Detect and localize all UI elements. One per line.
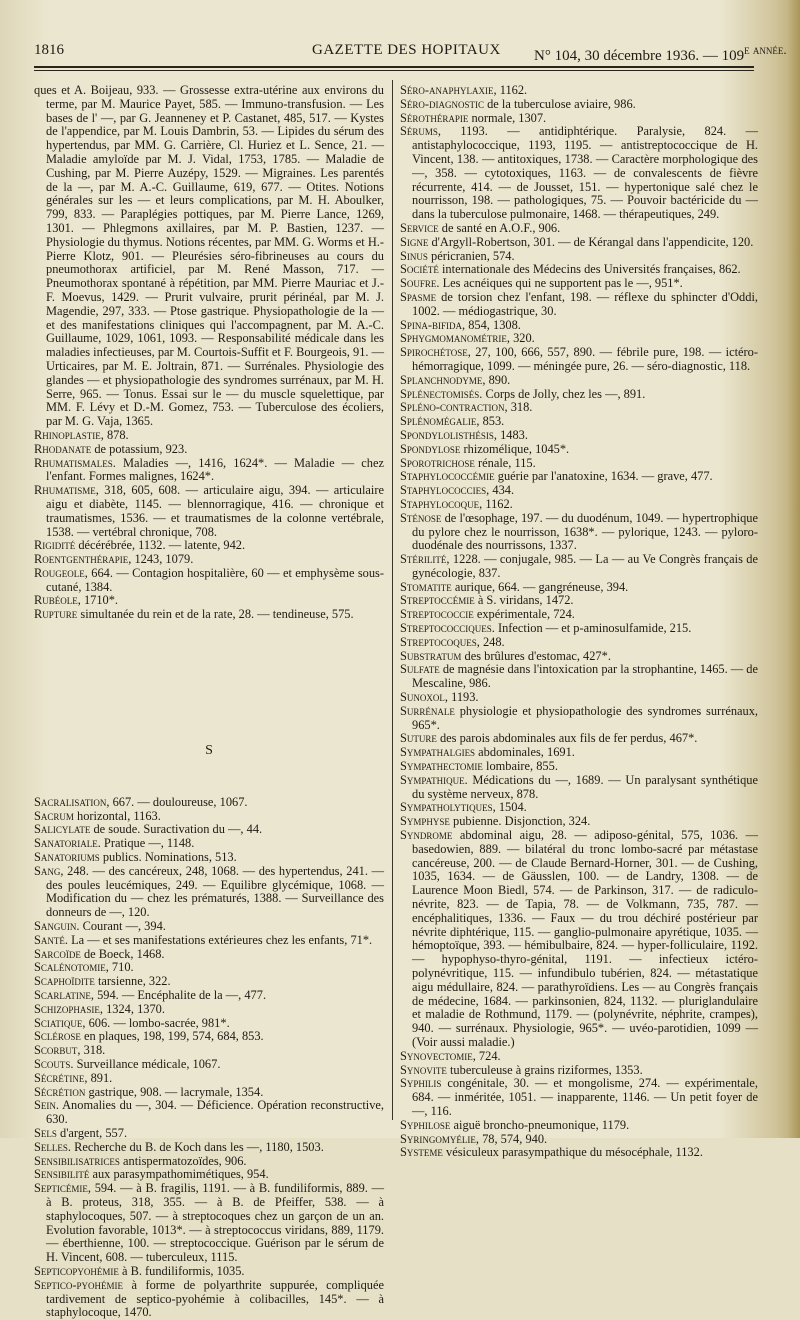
entry-text: Anomalies du —, 304. — Déficience. Opération reconstructive, 630. [46,1098,384,1127]
entry-headword: Sympatholytiques, [400,800,496,815]
entry-headword: Spasme [400,289,437,304]
entry-headword: Sympathectomie [400,759,483,774]
header-rule-thin [34,70,754,71]
entry-text: 434. [489,483,515,498]
entry-headword: Sensibilisatrices [34,1153,120,1168]
entry-headword: Syringomyélie, [400,1131,479,1146]
entry-headword: Staphylococcémie [400,469,495,484]
index-entry [400,1064,758,1078]
index-entry [400,636,758,650]
entry-headword: Streptoccémie [400,593,475,608]
entry-text: de la tuberculose aviaire, 986. [484,96,636,111]
index-entry [34,84,384,429]
index-entry [400,125,758,222]
entry-text: 1483. [497,427,528,442]
entry-headword: Scalénotomie, [34,960,109,975]
entry-headword: Sacralisation, [34,794,110,809]
entry-headword: Rubéole, [34,593,81,608]
index-entry [400,484,758,498]
index-entry [400,801,758,815]
index-entry [34,1279,384,1320]
entry-headword: Streptocoques, [400,634,480,649]
entry-headword: Sunoxol, [400,690,448,705]
index-entry [34,539,384,553]
entry-text: de Boeck, 1468. [80,946,165,961]
entry-text: 248. — des cancéreux, 248, 1068. — des hypertendus, 241. — des poules leucémiques, 249. — Equilibre glycémique, 1068. — Modification du — chez les prématurés, 1388. — Surveillance des donneurs de —, 120. [46,863,384,920]
entry-headword: Sclérose [34,1029,81,1044]
index-entry [400,401,758,415]
index-entry [400,581,758,595]
entry-text: aiguë broncho-pneumonique, 1179. [450,1117,630,1132]
entry-text: 1504. [495,800,527,815]
entry-text: de torsion chez l'enfant, 198. — réflexe du sphincter d'Oddi, 1002. — médiogastrique, 30. [412,289,758,318]
entry-text: de potassium, 923. [91,441,188,456]
entries-after-s [34,796,384,1320]
entry-headword: Splénomégalie, [400,414,480,429]
journal-title: GAZETTE DES HOPITAUX [312,42,501,58]
entry-text: tarsienne, 322. [94,974,171,989]
index-entry [400,98,758,112]
entry-headword: Schizophasie, [34,1001,103,1016]
index-entry [34,1044,384,1058]
entry-text: 318, 605, 608. — articulaire aigu, 394. — articulaire aigu et diabète, 1145. — blennorragique, 416. — chronique et traumatismes, 1536. — et traumatismes de la colonne vertébrale, 1538. — vertébral chronique, 708. [46,483,384,539]
index-entry [34,975,384,989]
entries-before-s [34,84,384,622]
index-entry [400,732,758,746]
index-entry [400,222,758,236]
entry-text: 664. — Contagion hospitalière, 60 — et emphysème sous-cutané, 1384. [46,565,384,594]
entry-text: 667. — douloureuse, 1067. [109,794,248,809]
entry-text: péricranien, 574. [427,248,515,263]
entry-headword: Service [400,220,439,235]
index-entry [34,865,384,920]
index-entry [400,457,758,471]
entry-text: d'argent, 557. [56,1126,128,1140]
entry-text: 710. [108,960,134,975]
entry-headword: Rhumatismales. [34,455,116,470]
entry-headword: Séro-anaphylaxie, [400,83,497,97]
entry-headword: Streptococciques. [400,621,495,636]
entry-headword: Rougeole, [34,565,88,580]
section-letter: S [205,743,213,759]
entry-text: d'Argyll-Robertson, 301. — de Kérangal dans l'appendicite, 120. [428,234,754,249]
entry-headword: Sympathalgies [400,745,476,760]
entry-text: 878. [103,427,129,442]
entry-text: 318. [507,400,533,415]
entry-text: tuberculeuse à grains riziformes, 1353. [446,1062,643,1077]
entry-headword: Société [400,262,439,277]
entry-text: horizontal, 1163. [73,808,161,823]
index-entry [400,622,758,636]
index-entry [400,663,758,691]
entry-text: expérimentale, 724. [473,607,575,622]
index-entry [400,332,758,346]
index-entry [34,989,384,1003]
index-entry [34,810,384,824]
index-entry [34,1072,384,1086]
entry-headword: Stomatite [400,579,452,594]
entry-text: de magnésie dans l'intoxication par la strophantine, 1465. — de Mescaline, 986. [412,662,758,691]
entry-headword: Sténose [400,510,442,525]
index-entry [34,1030,384,1044]
entry-headword: Sanatoriums [34,850,100,865]
index-entry [34,1155,384,1169]
entry-headword: Scouts. [34,1057,74,1072]
entry-text: 1193. [447,690,479,705]
entry-text: 606. — lombo-sacrée, 981*. [85,1015,230,1030]
entry-text: de l'œsophage, 197. — du duodénum, 1049. — hypertrophique du pylore chez le nourrisson, 1638*. — pylorique, 1243. — pyloro-duodénale des nourrissons, 1337. [412,510,758,553]
index-entry [34,429,384,443]
entry-headword: Septicémie, [34,1181,91,1196]
entry-headword: Spondylose [400,441,461,456]
entry-headword: Surrénale [400,703,455,718]
index-entry [400,429,758,443]
entry-text: 1162. [482,496,513,511]
entry-text: ques et A. Boijeau, 933. — Grossesse extra-utérine aux environs du terme, par M. Maurice Payet, 585. — Immuno-transfusion. — Les bases de l' —, par G. Jeanneney et P. Castanet, 485, 517. — Kystes de l'appendice, par M. Louis Dambrin, 53. — Lipides du sérum des hypertendus, par MM. G. Carrière, Cl. Huriez et L. Sence, 21. — Maladie amyloïde par M. J. Vidal, 1753, 1785. — Maladie de Cushing, par M. Pierre Auzépy, 1529. — Migraines. Les parentés de la —, par M. A.-C. Guillaume, 619, 677. — Otites. Notions générales sur les — et leurs complications, par M. H. Aboulker, 799, 833. — Paraplégies pottiques, par M. Pierre Lance, 1269, 1301. — Phlegmons axillaires, par M. P. Bastien, 1237. — Physiologie du thymus. Notions récentes, par MM. G. Worms et H.-Pierre Klotz, 901. — Pleurésies séro-fibrineuses au cours du pneumothorax artificiel, par M. René Masson, 717. — Pneumothorax spontané à répétition, par MM. Pierre Mauriac et J.-F. Moevus, 1429. — Prurit vulvaire, prurit périnéal, par M. J. Magendie, 297, 333. — Ptose gastrique. Physiopathologie de la — et des manifestations cliniques qui l'accompagnent, par M. A.-C. Guillaume, 1029, 1061, 1093. — Responsabilité médicale dans les maladies infectieuses, par M. Courtois-Suffit et F. Bourgeois, 91. — Urticaires, par M. E. Joltrain, 871. — Surrénales. Physiologie des glandes — et physiopathologie des syndromes surrénaux, par M. H. Serre, 965. — Tonus. Essai sur le — du muscle squelettique, par MM. F. Lévy et D.-M. Gomez, 753. — Tuberculose des écoliers, par M. G. Vaja, 1365. [34,83,384,429]
entry-headword: Signe [400,234,429,249]
index-entry [34,851,384,865]
index-entry [34,1182,384,1265]
entry-text: 594. — Encéphalite de la —, 477. [94,988,267,1003]
entry-headword: Synovectomie, [400,1048,476,1063]
entry-text: pubienne. Disjonction, 324. [449,814,591,829]
entry-text: 724. [475,1048,501,1063]
entry-text: guérie par l'anatoxine, 1634. — grave, 477. [494,469,713,484]
index-entry [34,1003,384,1017]
entry-text: 27, 100, 666, 557, 890. — fébrile pure, 198. — ictéro-hémorragique, 1099. — méningée pure, 26. — séro-diagnostic, 118. [412,345,758,373]
entry-headword: Selles. [34,1139,71,1154]
index-entry [400,650,758,664]
entry-headword: Sacrum [34,808,74,823]
entry-headword: Salicylate [34,822,91,837]
entry-text: Corps de Jolly, chez les —, 891. [482,386,646,401]
entry-headword: Scorbut, [34,1043,81,1058]
entry-text: 891. [87,1070,113,1085]
entry-headword: Sulfate [400,662,440,677]
index-entry [34,961,384,975]
entry-text: Les acnéiques qui ne supportent pas le —, 951*. [439,276,683,291]
entry-text: décérébrée, 1132. — latente, 942. [75,538,246,553]
entry-text: 320. [510,331,535,346]
entry-headword: Symphyse [400,814,450,829]
entry-text: La — et ses manifestations extérieures chez les enfants, 71*. [67,932,373,947]
entry-text: Médications du —, 1689. — Un paralysant synthétique du système nerveux, 878. [412,772,758,801]
index-entry [400,512,758,553]
entry-headword: Roentgenthérapie, [34,552,132,567]
index-entry [400,319,758,333]
issue-date: N° 104, 30 décembre 1936. — 109 [534,48,745,64]
entry-headword: Sinus [400,248,428,263]
entry-headword: Sérothérapie [400,110,469,125]
entry-headword: Rupture [34,607,78,622]
entry-headword: Syndrome [400,828,453,843]
index-entry [34,594,384,608]
index-entry [400,236,758,250]
index-entry [34,1086,384,1100]
entry-text: en plaques, 198, 199, 574, 684, 853. [80,1029,264,1044]
entry-headword: Sérums, [400,124,441,139]
entry-text: rhizomélique, 1045*. [460,441,570,456]
entry-text: normale, 1307. [468,110,547,125]
entry-text: à S. viridans, 1472. [474,593,574,608]
index-entry [34,934,384,948]
index-entry [400,112,758,126]
index-entry [400,1050,758,1064]
entry-headword: Sarcoïde [34,946,81,961]
entry-headword: Septico-pyohémie [34,1277,124,1292]
index-entry [34,1058,384,1072]
entry-text: 1228. — conjugale, 985. — La — au Ve Congrès français de gynécologie, 837. [412,552,758,580]
entry-text: Maladies —, 1416, 1624*. — Maladie — chez l'enfant. Formes malignes, 1624*. [46,455,384,484]
entry-headword: Systeme [400,1145,443,1160]
entry-text: à B. fundiliformis, 1035. [118,1263,245,1278]
entry-text: des brûlures d'estomac, 427*. [461,648,611,663]
page-number: 1816 [34,42,64,58]
index-entry [34,457,384,485]
index-entry [400,443,758,457]
entry-headword: Rhinoplastie, [34,427,104,442]
entry-headword: Sporotrichose [400,455,475,470]
entry-headword: Séro-diagnostic [400,96,485,111]
entry-text: 318. [80,1043,106,1058]
entry-text: 1243, 1079. [131,552,194,567]
entry-text: 1193. — antidiphtérique. Paralysie, 824. — antistaphylococcique, 1193, 1195. — antistreptococcique de H. Vincent, 138. — antitoxiques, 1738. — Caractère morphologique des —, 358. — cytotoxiques, 1163. — de convalescents de fièvre récurrente, 414. — de Jousset, 151. — hypertonique salé chez le nourrisson, 198. — pathologiques, 75. — Pouvoir bactéricide du — dans la tuberculose pulmonaire, 1468. — thérapeutiques, 249. [412,124,758,222]
entry-headword: Splénectomisés. [400,386,483,401]
entry-text: 78, 574, 940. [478,1131,548,1146]
entry-text: Infection — et p-aminosulfamide, 215. [494,621,692,636]
entry-headword: Sécrétine, [34,1070,88,1085]
index-entry [400,84,758,98]
entry-text: vésiculeux parasympathique du mésocéphale, 1132. [442,1145,703,1160]
entry-headword: Substratum [400,648,462,663]
entry-headword: Scarlatine, [34,988,94,1003]
entry-headword: Staphylococcies, [400,483,490,498]
column-divider [392,80,393,1120]
index-entry [34,920,384,934]
entry-headword: Santé. [34,932,68,947]
entry-text: publics. Nominations, 513. [99,850,237,865]
index-entry [34,443,384,457]
entry-text: abdominales, 1691. [475,745,575,760]
entry-headword: Splanchnodyme, [400,372,486,387]
entry-headword: Spléno-contraction, [400,400,508,415]
entry-text: 1324, 1370. [103,1001,165,1016]
entry-headword: Stérilité, [400,552,450,567]
entry-text: abdominal aigu, 28. — adiposo-génital, 575, 1036. — basedowien, 889. — bilatéral du tronc lombo-sacré par métastase cancéreuse, 200. — de Claude Bernard-Horner, 301. — de Cushing, 1035, 1634. — de Gäusslen, 100. — de Landry, 1308. — de Laurence Moon Biedl, 574. — de Parkinson, 317. — de radiculo-névrite, 823. — de Tapia, 78. — de Volkmann, 735, 787. — encéphalitiques, 1336. — Faux — du trou déchiré postérieur par névrite diphtérique, 115. — ganglio-pulmonaire apyrétique, 1035. — hémoptoïque, 393. — hémibulbaire, 824. — hyper-folliculaire, 1192. — hypophyso-thyro-génital, 1191. — infectieux ictéro-polynévritique, 115. — infundibulo tubérien, 824. — métastatique aigu médullaire, 824. — parathyroïdiens. Les — au Congrès français de médecine, 1684. — parkinsonien, 824, 1132. — pluriglandulaire et maladie de Rothmund, 1179. — (polynévrite, néphrite, crampes), 940. — surrénaux. Physiologie, 965*. — uvéo-parotidien, 1099 — (Voir aussi maladie.) [412,828,758,1049]
index-entry [400,608,758,622]
entry-text: congénitale, 30. — et mongolisme, 274. — expérimentale, 684. — inméritée, 1051. — inapparente, 1146. — Un petit foyer de —, 116. [412,1076,758,1118]
index-entry [400,498,758,512]
entry-headword: Scaphoïdite [34,974,95,989]
index-entry [34,1141,384,1155]
entry-text: rénale, 115. [474,455,536,470]
entry-headword: Rhumatisme, [34,483,99,498]
issue-info [534,42,787,65]
entry-headword: Sels [34,1126,57,1140]
entry-text: 248. [479,634,505,649]
index-entry [400,594,758,608]
index-entry [400,705,758,733]
entry-text: 1710*. [80,593,119,608]
entry-text: 854, 1308. [465,317,521,332]
entry-headword: Sciatique, [34,1015,86,1030]
entry-headword: Septicopyohémie [34,1263,119,1278]
entry-headword: Synovite [400,1062,447,1077]
entry-headword: Sécrétion [34,1084,86,1099]
index-entry [400,277,758,291]
index-entry [400,760,758,774]
entry-text: physiologie et physiopathologie des syndromes surrénaux, 965*. [412,703,758,732]
entry-text: Courant —, 394. [79,919,166,934]
index-entry [400,374,758,388]
index-entry [400,815,758,829]
entry-text: simultanée du rein et de la rate, 28. — tendineuse, 575. [77,607,354,622]
index-entry [400,1146,758,1160]
index-entry [34,1265,384,1279]
entry-headword: Sympathique. [400,772,468,787]
entry-text: des parois abdominales aux fils de fer perdus, 467*. [436,731,698,746]
page-edge-shadow [786,0,800,1138]
index-entry [34,1017,384,1031]
entry-text: aurique, 664. — gangréneuse, 394. [451,579,629,594]
entry-text: lombaire, 855. [482,759,558,774]
index-entry [34,1099,384,1127]
index-entry [34,567,384,595]
entry-headword: Syphilis [400,1076,442,1091]
running-header [34,40,787,64]
entry-text: à forme de polyarthrite suppurée, compliquée tardivement de septico-pyohémie à colibacilles, 145*. — à staphylocoque, 1470. [46,1277,384,1320]
left-column [34,84,384,1320]
entries-list [400,84,758,1160]
header-rule [34,66,754,68]
entry-text: internationale des Médecins des Universités françaises, 862. [438,262,741,277]
index-entry [400,774,758,802]
entry-text: Recherche du B. de Koch dans les —, 1180, 1503. [70,1139,324,1154]
entry-text: aux parasympathomimétiques, 954. [89,1167,269,1182]
index-entry [400,691,758,705]
entry-headword: Staphylocoque, [400,496,483,511]
index-entry [400,553,758,581]
entry-headword: Suture [400,731,437,746]
entry-headword: Soufre. [400,276,440,291]
entry-headword: Rigidité [34,538,76,553]
entry-headword: Spirochétose, [400,345,471,360]
index-entry [34,796,384,810]
index-entry [34,837,384,851]
entry-text: de santé en A.O.F., 906. [438,220,561,235]
index-entry [400,291,758,319]
entry-text: antispermatozoïdes, 906. [119,1153,247,1168]
index-entry [34,608,384,622]
entry-text: de soude. Suractivation du —, 44. [90,822,263,837]
index-entry [400,1133,758,1147]
index-entry [400,415,758,429]
entry-headword: Spondylolisthésis, [400,427,497,442]
index-entry [400,388,758,402]
index-entry [34,948,384,962]
entry-text: Surveillance médicale, 1067. [73,1057,221,1072]
entry-text: Pratique —, 1148. [100,836,195,851]
entry-headword: Sein. [34,1098,59,1113]
index-entry [400,250,758,264]
index-entry [34,1127,384,1141]
index-entry [400,1077,758,1118]
index-entry [400,346,758,374]
entry-text: 594. — à B. fragilis, 1191. — à B. fundiliformis, 889. — à B. proteus, 318, 355. — à B. de Pfeiffer, 538. — à staphylocoques, 507. — à streptocoques chez un garçon de un an. Evolution favorable, 1013*. — à streptococcus viridans, 889, 1179. — éberthienne, 100. — streptococcique. Guérison par le sérum de H. Vincent, 608. — tuberculeux, 1115. [46,1181,384,1265]
index-entry [400,829,758,1050]
index-entry [400,470,758,484]
entry-text: 853. [479,414,505,429]
entry-text: gastrique, 908. — lacrymale, 1354. [85,1084,264,1099]
index-entry [400,263,758,277]
entry-headword: Sanatoriale. [34,836,101,851]
index-entry [34,1168,384,1182]
index-entry [34,823,384,837]
entry-headword: Sphygmomanométrie, [400,331,510,346]
issue-suffix: e année. [744,42,787,57]
entry-headword: Sang, [34,863,64,878]
entry-headword: Sensibilité [34,1167,90,1182]
entry-text: 890. [485,372,511,387]
index-entry [400,1119,758,1133]
entry-headword: Streptococcie [400,607,474,622]
index-entry [34,484,384,539]
entry-headword: Spina-bifida, [400,317,466,332]
index-entry [400,746,758,760]
index-entry [34,553,384,567]
entry-headword: Syphilose [400,1117,451,1132]
entry-text: 1162. [496,83,528,97]
entry-headword: Rhodanate [34,441,92,456]
entry-headword: Sanguin. [34,919,80,934]
right-column [400,84,758,1160]
